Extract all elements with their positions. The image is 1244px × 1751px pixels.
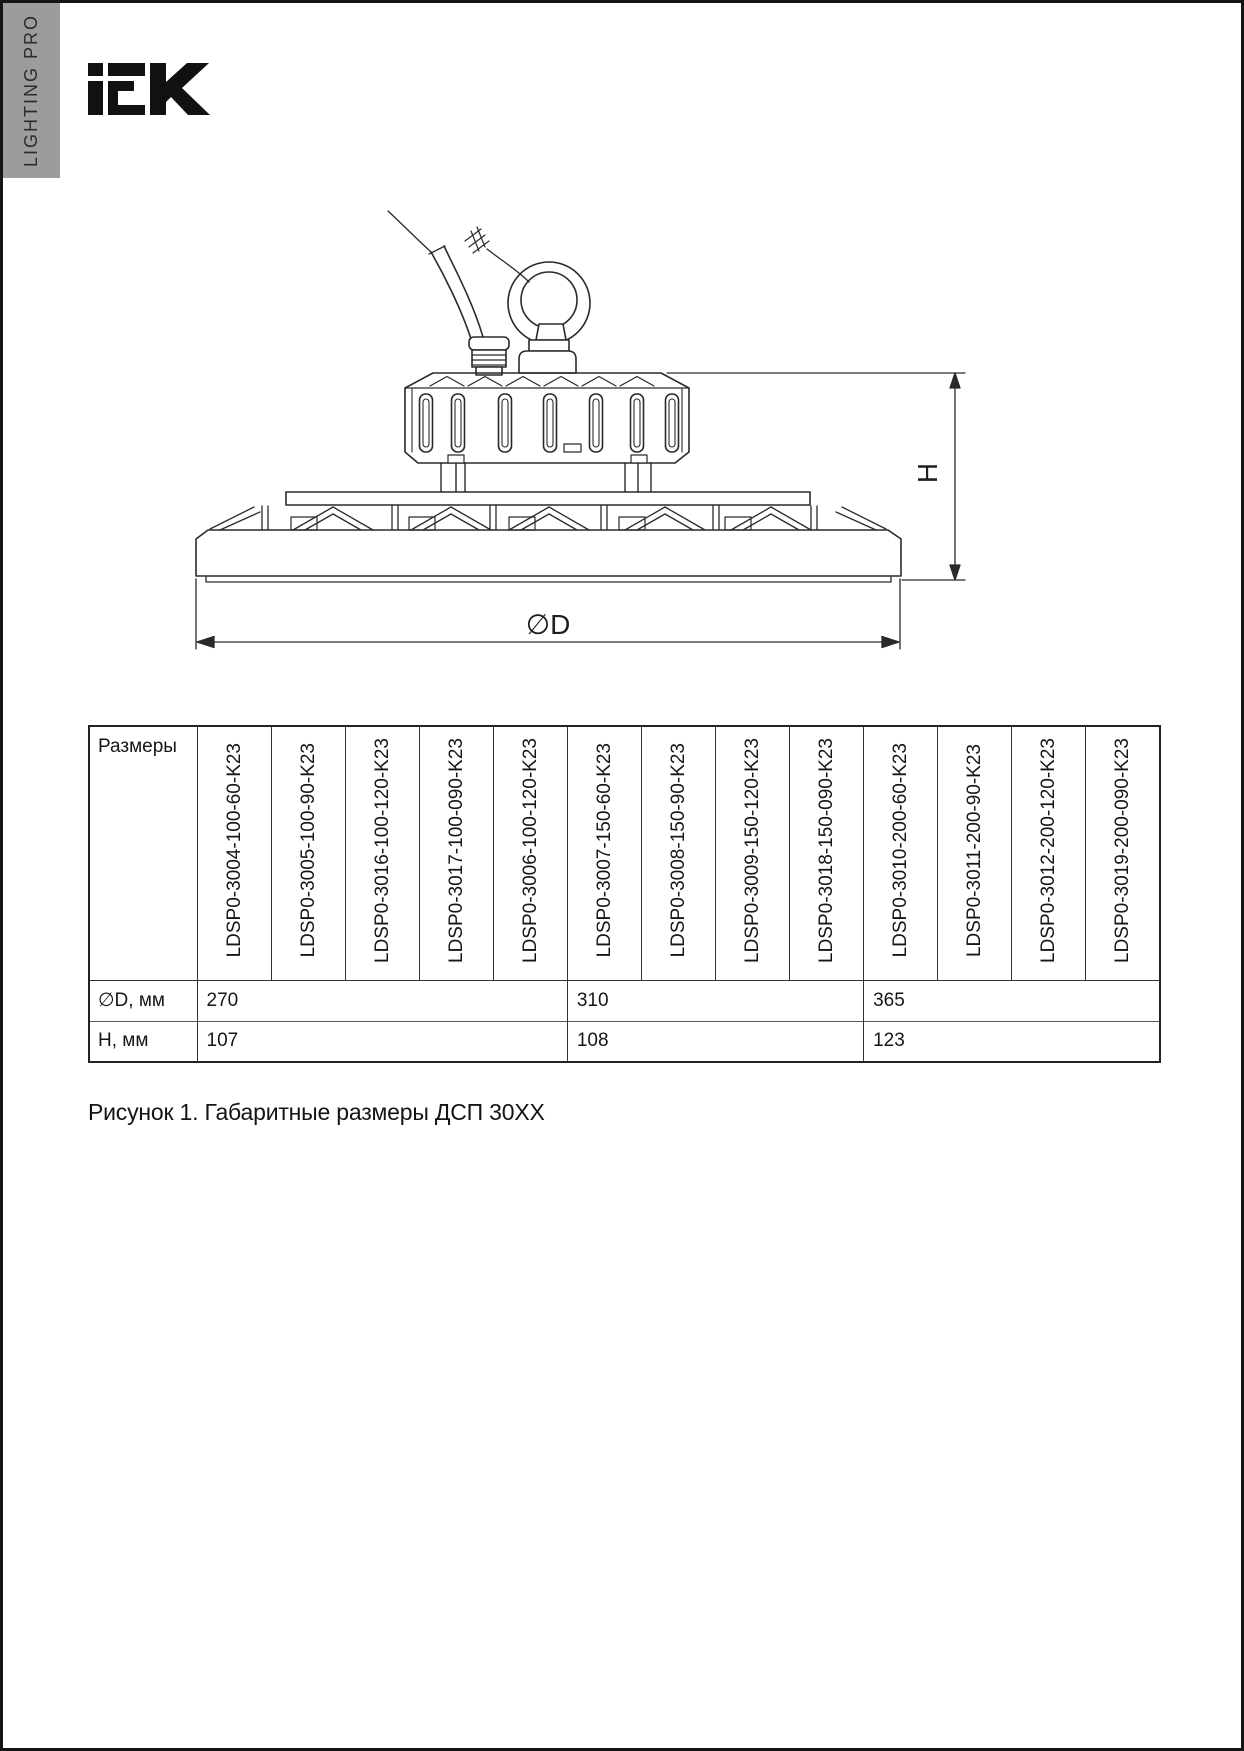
figure-caption: Рисунок 1. Габаритные размеры ДСП 30ХХ [88, 1099, 545, 1125]
row-label-height: H, мм [89, 1021, 197, 1062]
row-label-diameter: ∅D, мм [89, 980, 197, 1021]
dimensions-table [88, 725, 1161, 1063]
support-posts [441, 463, 651, 492]
iek-logo [88, 61, 210, 117]
model-column-header: LDSP0-3018-150-090-K23 [790, 726, 864, 980]
dimension-value-cell: 270 [197, 980, 567, 1021]
dimension-value-cell: 365 [864, 980, 1160, 1021]
model-column-header: LDSP0-3008-150-90-K23 [641, 726, 715, 980]
model-column-header: LDSP0-3019-200-090-K23 [1086, 726, 1160, 980]
dim-h-label: H [912, 462, 943, 484]
model-column-header: LDSP0-3005-100-90-K23 [271, 726, 345, 980]
model-column-header: LDSP0-3012-200-120-K23 [1012, 726, 1086, 980]
dimension-value-cell: 108 [567, 1021, 863, 1062]
model-column-header: LDSP0-3009-150-120-K23 [715, 726, 789, 980]
model-column-header: LDSP0-3016-100-120-K23 [345, 726, 419, 980]
mounting-plate [286, 492, 810, 505]
model-column-header: LDSP0-3011-200-90-K23 [938, 726, 1012, 980]
table-corner-label: Размеры [89, 726, 197, 980]
dimension-value-cell: 107 [197, 1021, 567, 1062]
model-column-header: LDSP0-3010-200-60-K23 [864, 726, 938, 980]
dim-d-label: ∅D [525, 609, 571, 640]
luminaire-body [196, 530, 901, 582]
model-column-header: LDSP0-3017-100-090-K23 [419, 726, 493, 980]
dimensional-drawing [143, 198, 983, 663]
dimension-value-cell: 310 [567, 980, 863, 1021]
table-header-row [89, 726, 1160, 980]
model-column-header: LDSP0-3004-100-60-K23 [197, 726, 271, 980]
table-row-diameter [89, 980, 1160, 1021]
heatsink-truss [210, 506, 886, 530]
drum-slots [420, 394, 679, 452]
stripped-wire-end [465, 227, 489, 253]
cable-wires [388, 211, 529, 339]
lighting-pro-banner [3, 3, 60, 178]
iek-logo-glyphs [88, 63, 210, 115]
model-column-header: LDSP0-3006-100-120-K23 [493, 726, 567, 980]
eyebolt [508, 262, 590, 373]
dimension-value-cell: 123 [864, 1021, 1160, 1062]
lighting-pro-banner-text: LIGHTING PRO [21, 13, 42, 168]
model-column-header: LDSP0-3007-150-60-K23 [567, 726, 641, 980]
driver-housing [405, 373, 689, 463]
table-row-height [89, 1021, 1160, 1062]
cable-gland [469, 337, 509, 375]
